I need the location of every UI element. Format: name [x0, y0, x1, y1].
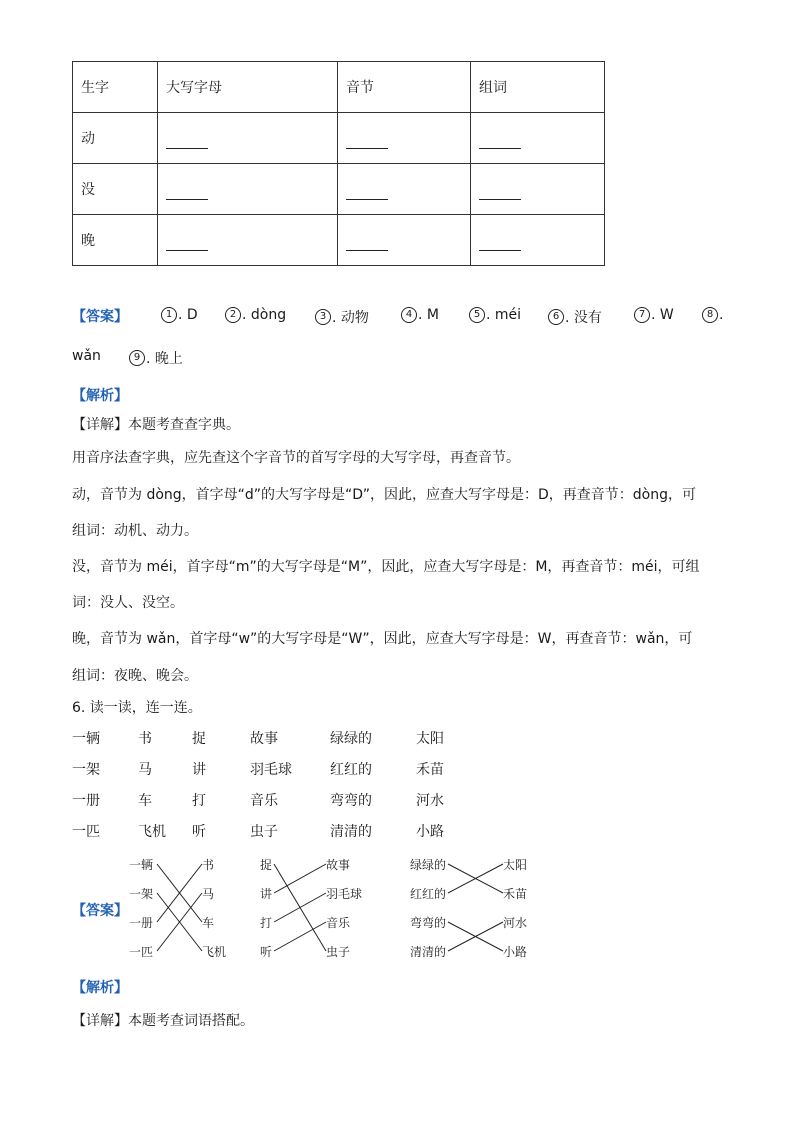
answer-wrap-text: wǎn [72, 348, 101, 364]
match-word: 音乐 [326, 916, 351, 930]
match-word: 绿绿的 [410, 858, 447, 872]
header-cell: 音节 [338, 62, 471, 113]
match-line-verb [274, 864, 326, 893]
word-item: 书 [138, 731, 152, 747]
circled-number: 4 [401, 307, 417, 323]
detail-line: 【详解】本题考查词语搭配。 [72, 1013, 254, 1029]
answer-tag: 【答案】 [72, 903, 128, 919]
word-item: 红红的 [330, 762, 372, 778]
match-word: 一架 [129, 887, 154, 901]
word-item: 小路 [416, 824, 444, 840]
match-word: 红红的 [410, 887, 447, 901]
analysis-line: 词：没人、没空。 [72, 595, 184, 611]
answer-text: . 晚上 [146, 351, 183, 367]
match-word: 飞机 [202, 945, 227, 959]
answer-text: . méi [486, 307, 522, 323]
match-word: 太阳 [503, 858, 528, 872]
word-item: 故事 [250, 731, 278, 747]
match-line-verb [274, 893, 326, 922]
word-item: 打 [192, 793, 206, 809]
analysis-line: 组词：夜晚、晚会。 [72, 668, 198, 684]
match-word: 讲 [260, 887, 273, 901]
word-item: 一架 [72, 762, 100, 778]
answer-text: . [719, 307, 724, 323]
word-item: 车 [138, 793, 152, 809]
circled-number: 9 [129, 350, 145, 366]
word-item: 弯弯的 [330, 793, 372, 809]
match-word: 弯弯的 [410, 916, 447, 930]
match-word: 故事 [326, 858, 351, 872]
word-item: 太阳 [416, 731, 444, 747]
word-item: 一辆 [72, 731, 100, 747]
char-cell: 动 [73, 113, 158, 164]
char-cell: 没 [73, 164, 158, 215]
word-item: 绿绿的 [330, 731, 372, 747]
answer-text: . M [418, 307, 439, 323]
question-title: 6. 读一读，连一连。 [72, 700, 202, 716]
match-word: 马 [202, 887, 215, 901]
circled-number: 2 [225, 307, 241, 323]
match-word: 河水 [503, 916, 528, 930]
match-word: 听 [260, 945, 273, 959]
analysis-line: 用音序法查字典，应先查这个字音节的首写字母的大写字母，再查音节。 [72, 450, 520, 466]
circled-number: 1 [161, 307, 177, 323]
word-item: 一册 [72, 793, 100, 809]
word-item: 羽毛球 [250, 762, 292, 778]
word-item: 音乐 [250, 793, 278, 809]
match-word: 打 [260, 916, 273, 930]
match-word: 书 [202, 858, 215, 872]
answer-text: . dòng [242, 307, 287, 323]
match-word: 禾苗 [503, 887, 528, 901]
circled-number: 8 [702, 307, 718, 323]
word-item: 河水 [416, 793, 444, 809]
answer-text: . W [651, 307, 674, 323]
answer-text: . 没有 [565, 310, 602, 326]
match-line-verb [274, 922, 326, 951]
detail-line: 【详解】本题考查查字典。 [72, 417, 240, 433]
word-item: 一匹 [72, 824, 100, 840]
analysis-line: 晚，音节为 wǎn，首字母“w”的大写字母是“W”，因此，应查大写字母是：W，再查音节：wǎn，可 [72, 631, 693, 647]
match-word: 捉 [260, 858, 273, 872]
word-item: 捉 [192, 731, 206, 747]
match-word: 一册 [129, 916, 154, 930]
match-word: 虫子 [326, 945, 351, 959]
circled-number: 7 [634, 307, 650, 323]
word-item: 听 [192, 824, 206, 840]
circled-number: 3 [315, 309, 331, 325]
header-cell: 组词 [471, 62, 605, 113]
match-word: 车 [202, 916, 215, 930]
word-item: 禾苗 [416, 762, 444, 778]
match-word: 一匹 [129, 945, 154, 959]
word-item: 虫子 [250, 824, 278, 840]
answer-text: . D [178, 307, 198, 323]
word-item: 飞机 [138, 824, 166, 840]
word-item: 讲 [192, 762, 206, 778]
circled-number: 6 [548, 309, 564, 325]
match-word: 羽毛球 [326, 887, 363, 901]
analysis-tag: 【解析】 [72, 980, 128, 996]
analysis-tag: 【解析】 [72, 388, 128, 404]
answer-text: . 动物 [332, 310, 369, 326]
analysis-line: 没，音节为 méi，首字母“m”的大写字母是“M”，因此，应查大写字母是：M，再查音节：méi，可组 [72, 559, 700, 575]
word-item: 清清的 [330, 824, 372, 840]
analysis-line: 动，音节为 dòng，首字母“d”的大写字母是“D”，因此，应查大写字母是：D，再查音节：dòng，可 [72, 487, 696, 503]
answer-tag: 【答案】 [72, 309, 128, 325]
header-cell: 大写字母 [158, 62, 338, 113]
word-item: 马 [138, 762, 152, 778]
match-word: 清清的 [410, 945, 447, 959]
char-cell: 晚 [73, 215, 158, 266]
circled-number: 5 [469, 307, 485, 323]
header-cell: 生字 [73, 62, 158, 113]
match-word: 小路 [503, 945, 528, 959]
analysis-line: 组词：动机、动力。 [72, 523, 198, 539]
match-word: 一辆 [129, 858, 154, 872]
